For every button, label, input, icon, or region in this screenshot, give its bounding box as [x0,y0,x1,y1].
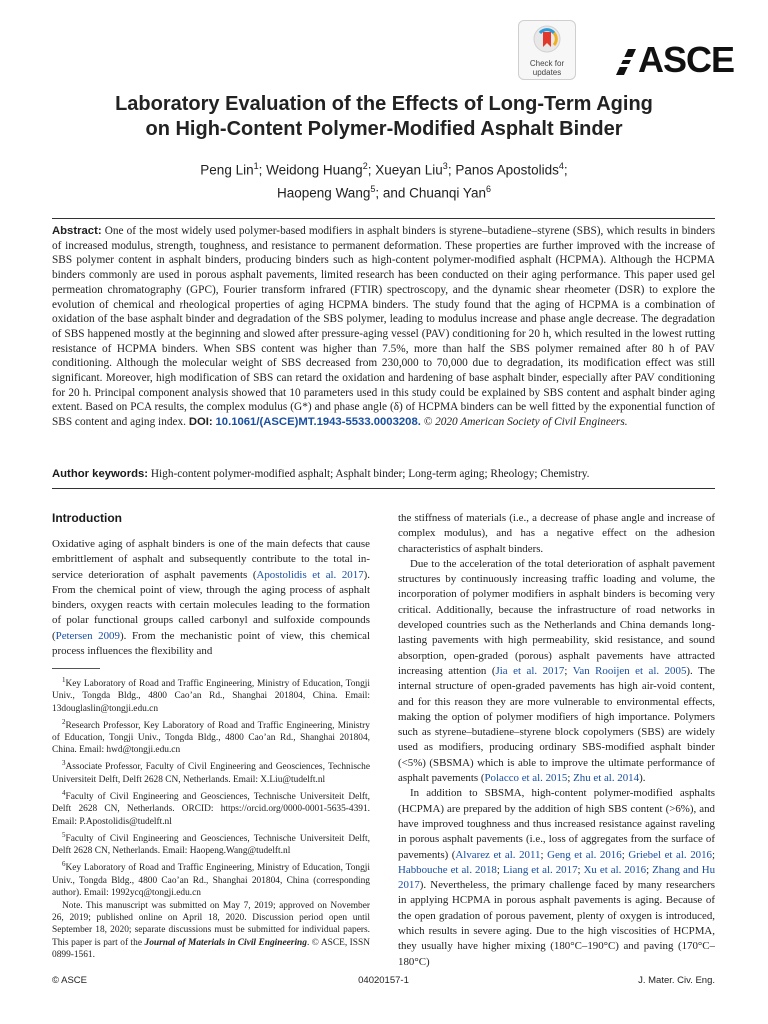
footnote-mark: 5 [62,830,66,839]
author-name: Peng Lin [200,162,254,178]
text-run: ; [577,863,584,876]
author-separator: ; [563,162,568,178]
author-affiliation-mark: 2 [362,161,368,171]
citation-link[interactable]: Xu et al. 2016 [583,863,647,876]
text-run: In addition to SBSMA, high-content polymer-modified asphalts (HCPMA) are prepared by the addition of high SBS content (>6%), and have improved toughness and thus increased resistance against raveling in porous asphalt pavements (i.e., loss of aggregates from the surface of pavements) ( [398,787,715,861]
text-run: ). From the chemical point of view, through the aging process of asphalt binders, oxygen reacts with certain molecules leading to the formation of polar functional groups called carbonyl and sulfoxide compounds ( [52,568,370,642]
footnote-text: Faculty of Civil Engineering and Geosciences, Technische Universiteit Delft, Delft 2628 CN, Netherlands. Email: Haopeng.Wang@tudelft.nl [52,833,370,857]
citation-link[interactable]: Alvarez et al. 2011 [455,848,541,861]
citation-link[interactable]: Van Rooijen et al. 2005 [572,664,687,677]
citation-link[interactable]: Geng et al. 2016 [547,848,622,861]
footnote [52,716,370,757]
footnote-mark: 2 [62,717,66,726]
footnote-rule [52,668,100,669]
citation-link[interactable]: Apostolidis et al. 2017 [256,568,364,581]
abstract-top-rule [52,218,715,219]
abstract-text: One of the most widely used polymer-based modifiers in asphalt binders is styrene–butadiene–styrene (SBS), which results in binders of increased modulus, strength, toughness, and resistance to permanent deformation. These properties are further improved with the increase of SBS polymer content in asphalt binders, producing binders such as high-content polymer-modified asphalt (HCPMA). Although the HCPMA binders commonly are used in porous asphalt pavements, limited research has been conducted on their aging performance. This paper used gel permeation chromatography (GPC), Fourier transform infrared (FTIR) spectroscopy, and the dynamic shear rheometer (DSR) to explore the evolution of chemical and rheological properties of aging HCPMA binders. The study found that the aging of HCPMA is a combination of oxidation of the base asphalt binder and degradation of the SBS polymer, leading to modulus increase and phase angle decrease. The degradation of SBS happened mostly at the beginning and slowed after pressure-aging vessel (PAV) conditioning for 20 h, which resulted in the lowest rutting resistance of HCPMA binders. When SBS content was higher than 7.5%, more than half the SBS polymer remained after 80 h of PAV conditioning. Although the molecular weight of SBS decreased from 230,000 to 70,000 due to degradation, its modification effect was still significant. Moreover, high modification of SBS can retard the oxidation and hardening of base asphalt binder, especially after PAV conditioning for 20 h. Principal component analysis showed that 10 parameters used in this study could be explained by SBS content and asphalt binder aging extent. Based on PCA results, the complex modulus (G*) and phase angle (δ) of HCPMA binders can be well fitted by the exponential function of SBS content and aging index. [52,225,715,429]
text-run: Oxidative aging of asphalt binders is one of the main defects that cause embrittlement of asphalt and subsequently contribute to the total in-service deterioration of asphalt pavements ( [52,538,370,581]
author-affiliation-mark: 6 [485,183,491,194]
author-affiliation-mark: 4 [558,161,564,171]
abstract [52,224,715,430]
intro-paragraph-2 [398,557,715,786]
author-separator: ; and [375,185,410,200]
intro-paragraph-1-continued [398,511,715,557]
author-list [40,157,728,202]
citation-link[interactable]: Polacco et al. 2015 [484,772,568,785]
doi-link[interactable]: 10.1061/(ASCE)MT.1943-5533.0003208. [215,416,421,429]
author-separator: ; [447,162,456,178]
text-run: Due to the acceleration of the total deterioration of asphalt pavement structures by continuously increasing traffic loading and volume, the incorporation of polymer modifiers in asphalt binders is becoming very critical. Additionally, because the infrastructure of road networks in developed countries such as the Netherlands and China demands long-lasting pavements with high permeability, skid resistance, and sound absorption, open-graded (porous) asphalt pavements have attracted increasing attention ( [398,557,715,677]
footnote-mark: 1 [62,676,66,684]
text-run: ; [711,848,716,861]
text-run: ). The internal structure of open-graded pavements has high air-void content, and for this reason they are more vulnerable to environmental effects, making the option of polymer modifiers of high importance. Polymers such as styrene–butadiene–styrene block copolymers (SBS) are widely used as modifiers, producing ordinary SBS-modified asphalt binder (<5%) (SBSMA) which is able to improve the ultimate performance of asphalt pavements ( [398,664,715,785]
text-run: ; [564,664,573,677]
citation-link[interactable]: Petersen 2009 [55,629,120,642]
author-affiliation-mark: 3 [442,161,448,171]
footnote-text: Associate Professor, Faculty of Civil Engineering and Geosciences, Technische Universiteit Delft, Delft 2628 CN, Netherlands. Email: X.Liu@tudelft.nl [52,762,370,785]
text-run: ). Nevertheless, the primary challenge faced by many researchers in applying HCPMA in porous asphalt pavements is aging. Because of the open gradation of porous pavement, plenty of oxygen is introduced, which results in severe aging. Due to the high viscosities of HCPMA, they usually have higher mixing (180°C–190°C) and paving (170°C–180°C) [398,879,715,968]
text-run: ; [496,863,503,876]
badge-line-2: updates [532,68,562,77]
badge-line-1: Check for [529,59,565,68]
footnote-text: Key Laboratory of Road and Traffic Engineering, Ministry of Education, Tongji Univ., Tongda Bldg., 4800 Cao’an Rd., Shanghai 201804, China (corresponding author). Email: 1992ycq@tongji.edu.cn [52,863,370,898]
footer-copyright: © ASCE [52,975,87,986]
footnote [52,829,370,858]
footer-journal: J. Mater. Civ. Eng. [638,975,715,986]
keywords-bottom-rule [52,488,715,489]
footnote [52,858,370,899]
footnote-mark: 6 [62,860,66,869]
author-name: Chuanqi Yan [409,185,486,200]
citation-link[interactable]: Griebel et al. 2016 [628,848,712,861]
footnote-text: Research Professor, Key Laboratory of Road and Traffic Engineering, Ministry of Education, Tongji Univ., Tongda Bldg., 4800 Cao’an Rd., Shanghai 201804, China. Email: hwd@tongji.edu.cn [52,720,370,756]
asce-logo-text: ASCE [638,39,735,80]
text-run: the stiffness of materials (i.e., a decrease of phase angle and increase of complex modulus), and has a negative effect on the adhesion characteristics of asphalt binders. [398,512,715,555]
author-name: Xueyan Liu [375,162,443,178]
abstract-heading: Abstract: [52,225,102,237]
footnotes [52,674,370,962]
intro-paragraph-1 [52,537,370,659]
submission-note [52,900,370,961]
author-keywords [52,467,715,482]
bookmark-ribbon-icon [532,24,562,54]
note-journal: Journal of Materials in Civil Engineering [144,937,307,948]
footnote [52,757,370,786]
intro-paragraph-3 [398,786,715,970]
footnote-mark: 3 [62,759,66,768]
footnote-text: Key Laboratory of Road and Traffic Engineering, Ministry of Education, Tongji Univ., Tongda Bldg., 4800 Cao’an Rd., Shanghai 201804, China. Email: 13douglaslin@tongji.edu.cn [52,679,370,714]
text-run: ; [567,772,574,785]
title-line-1: Laboratory Evaluation of the Effects of Long-Term Aging [115,93,653,115]
author-affiliation-mark: 1 [253,161,259,171]
author-name: Weidong Huang [266,162,363,178]
footnote [52,787,370,828]
note-tail: . © ASCE, ISSN 0899-1561. [52,937,371,960]
author-name: Panos Apostolids [455,162,559,178]
footnote-mark: 4 [62,789,66,797]
citation-link[interactable]: Liang et al. 2017 [502,863,578,876]
keywords-heading: Author keywords: [52,468,149,480]
introduction-left-column [52,537,370,659]
author-name: Haopeng Wang [277,185,371,200]
author-separator: ; [367,162,376,178]
title-line-2: on High-Content Polymer-Modified Asphalt Binder [145,118,623,140]
introduction-right-column [398,511,715,970]
text-run: ; [646,863,653,876]
asce-logo [614,40,734,80]
asce-stripes-icon [614,47,636,77]
check-for-updates-badge[interactable] [518,20,576,80]
note-text: Note. This manuscript was submitted on May 7, 2019; approved on November 26, 2019; published online on April 18, 2020. Discussion period open until September 18, 2020; separate discussions must be submitted for individual papers. This paper is part of the [52,901,370,948]
citation-link[interactable]: Jia et al. 2017 [495,664,565,677]
citation-link[interactable]: Zhu et al. 2014 [573,772,640,785]
text-run: ). From the mechanistic point of view, this chemical process influences the flexibility and [52,629,370,658]
footnote [52,674,370,715]
author-affiliation-mark: 5 [370,183,376,194]
footnote-text: Faculty of Civil Engineering and Geosciences, Technische Universiteit Delft, Delft 2628 CN, Netherlands. ORCID: https://orcid.org/0000-0001-5635-4391. Email: P.Apostolidis@tudelft.nl [52,792,370,827]
author-separator: ; [258,162,267,178]
citation-link[interactable]: Zhang and Hu 2017 [398,863,716,892]
footer-article-number: 04020157-1 [358,975,409,986]
text-run: ; [540,848,548,861]
paper-title [40,92,728,142]
introduction-heading: Introduction [52,511,122,525]
text-run: ; [621,848,629,861]
doi-label: DOI: [188,416,213,429]
abstract-copyright: © 2020 American Society of Civil Engineers. [423,416,628,429]
keywords-text: High-content polymer-modified asphalt; Asphalt binder; Long-term aging; Rheology; Chemistry. [150,468,590,480]
citation-link[interactable]: Habbouche et al. 2018 [398,863,497,876]
text-run: ). [639,772,646,785]
